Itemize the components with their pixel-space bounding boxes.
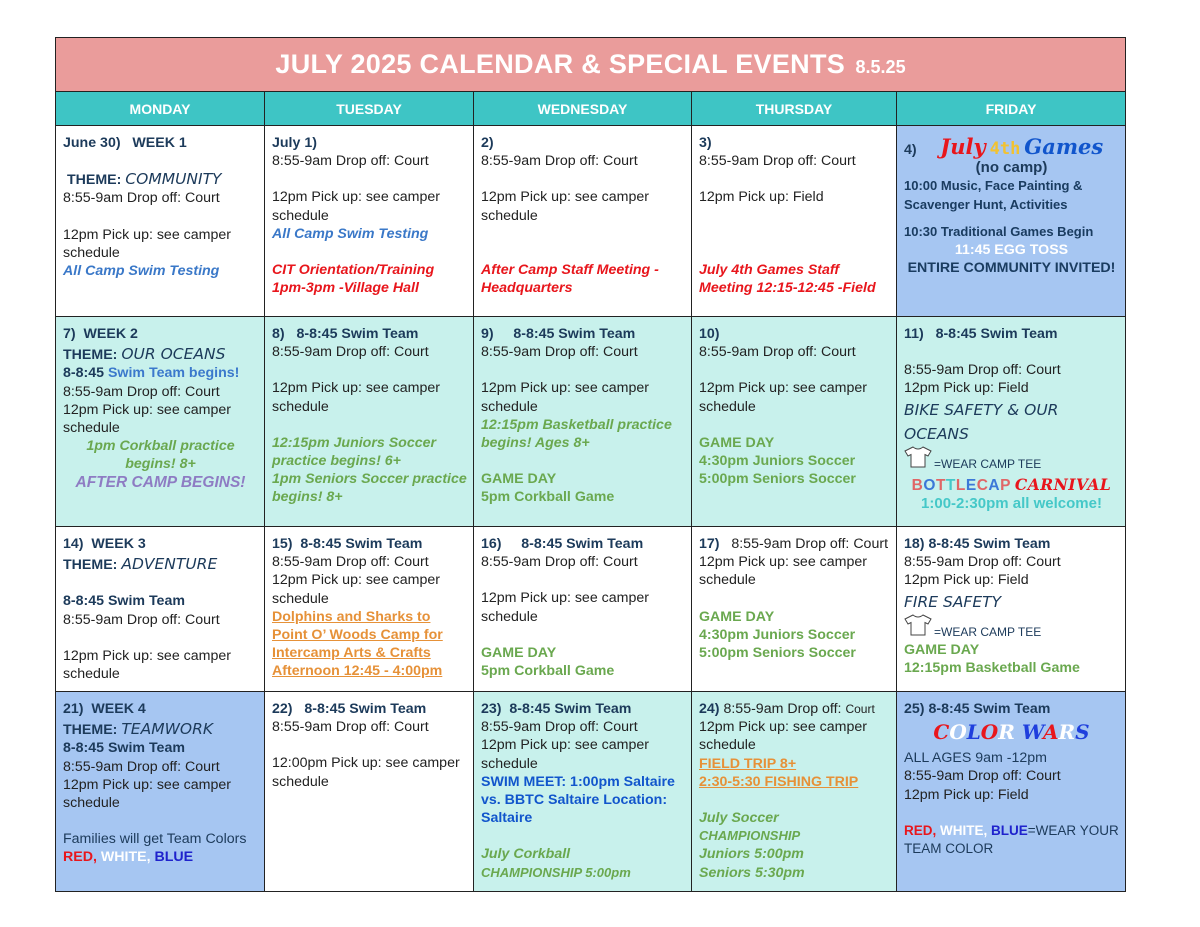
- day-cell: [474, 126, 692, 317]
- bottlecap-letter: C: [976, 476, 989, 494]
- swim-begins: Swim Team begins!: [107, 365, 240, 382]
- swim-team: 8-8:45 Swim Team: [63, 740, 185, 757]
- carnival-word: CARNIVAL: [1014, 474, 1112, 494]
- theme-name: ADVENTURE: [121, 555, 218, 574]
- day-cell: [265, 692, 474, 892]
- wear-tee: =WEAR CAMP TEE: [934, 456, 1042, 471]
- day-header-friday: FRIDAY: [897, 92, 1126, 126]
- day-cell: [692, 126, 897, 317]
- week-label: WEEK 3: [91, 536, 146, 552]
- friday-theme: BIKE SAFETY & OUR OCEANS: [904, 400, 1059, 443]
- day-date: June 30): [63, 135, 121, 151]
- day-header-wednesday: WEDNESDAY: [474, 92, 692, 126]
- day-cell: [474, 317, 692, 527]
- pickup-text: 12pm Pick up: see camper schedule: [272, 572, 440, 607]
- bottlecap-letter: P: [1000, 476, 1011, 494]
- seniors-soccer-practice: 1pm Seniors Soccer practice begins! 8+: [272, 471, 467, 506]
- pickup-text: 12pm Pick up: see camper schedule: [272, 189, 440, 224]
- day-date: 14): [63, 536, 84, 552]
- week-label: WEEK 1: [132, 135, 187, 151]
- seniors-soccer: 5:00pm Seniors Soccer: [699, 471, 856, 488]
- swim-team: 8-8:45 Swim Team: [521, 536, 644, 552]
- juniors-soccer: 4:30pm Juniors Soccer: [699, 626, 856, 643]
- wear-team-color: =WEAR YOUR TEAM COLOR: [904, 822, 1119, 857]
- theme-label: THEME:: [63, 347, 118, 364]
- week-row: [56, 527, 1126, 692]
- all-ages: ALL AGES 9am -12pm: [904, 750, 1047, 767]
- after-camp-begins: AFTER CAMP BEGINS!: [75, 473, 246, 491]
- pickup-text: 12pm Pick up: see camper schedule: [699, 554, 867, 589]
- game-day: GAME DAY: [481, 471, 557, 488]
- day-cell: [692, 527, 897, 692]
- pickup-text: 12pm Pick up: see camper schedule: [481, 380, 649, 415]
- dropoff-text: 8:55-9am Drop off: Court: [481, 153, 638, 170]
- theme-name: TEAMWORK: [121, 720, 214, 739]
- pickup-text: 12pm Pick up: see camper schedule: [272, 380, 440, 415]
- day-date: 4): [904, 142, 917, 158]
- july-word: July: [940, 134, 986, 159]
- day-cell: [265, 126, 474, 317]
- day-header-row: [56, 92, 1126, 126]
- staff-meeting: July 4th Games Staff Meeting 12:15-12:45 -Field: [699, 261, 876, 296]
- day-cell: [265, 527, 474, 692]
- day-cell: [56, 126, 265, 317]
- field-trip: FIELD TRIP 8+: [699, 755, 797, 772]
- championship-time: CHAMPIONSHIP 5:00pm: [481, 864, 631, 880]
- game-day: GAME DAY: [481, 644, 557, 661]
- no-camp: (no camp): [975, 159, 1048, 177]
- cw-letter: O: [949, 720, 967, 745]
- cw-letter: S: [1075, 720, 1090, 745]
- games-begin-line: 10:30 Traditional Games Begin: [904, 223, 1094, 239]
- day-cell: [474, 692, 692, 892]
- cw-letter: W: [1021, 720, 1043, 745]
- day-date: 8): [272, 326, 285, 342]
- juniors-soccer: 4:30pm Juniors Soccer: [699, 453, 856, 470]
- color-blue: BLUE: [991, 822, 1028, 838]
- soccer-championship: July Soccer: [699, 810, 779, 827]
- dropoff-text: 8:55-9am Drop off: Court: [272, 344, 429, 361]
- week-row: [56, 692, 1126, 892]
- theme-label: THEME:: [66, 172, 122, 189]
- staff-meeting: After Camp Staff Meeting -Headquarters: [481, 261, 659, 297]
- cw-letter: [1015, 720, 1022, 744]
- day-date: 23): [481, 701, 502, 717]
- dropoff-text: 8:55-9am Drop off: Court: [272, 153, 429, 170]
- swim-team: 8-8:45 Swim Team: [300, 536, 423, 552]
- corkball-game: 5pm Corkball Game: [481, 489, 615, 506]
- pickup-text: 12pm Pick up: Field: [904, 786, 1029, 803]
- day-cell: [265, 317, 474, 527]
- week-row: [56, 126, 1126, 317]
- games-word: Games: [1024, 134, 1104, 159]
- day-cell: [897, 317, 1126, 527]
- dropoff-text: 8:55-9am Drop off: Court: [481, 344, 638, 361]
- swim-time: 8-8:45: [63, 365, 105, 382]
- tshirt-icon: [904, 614, 932, 641]
- day-cell: [897, 126, 1126, 317]
- dropoff-text: 8:55-9am Drop off:: [723, 701, 842, 717]
- day-cell: [56, 692, 265, 892]
- cw-letter: A: [1043, 720, 1059, 745]
- dropoff-text: 8:55-9am Drop off: Court: [904, 554, 1061, 571]
- dropoff-text: 8:55-9am Drop off: Court: [699, 344, 856, 361]
- color-white: WHITE,: [100, 849, 151, 866]
- day-date: 2): [481, 135, 494, 151]
- basketball-practice: 12:15pm Basketball practice begins! Ages 8+: [481, 416, 672, 452]
- community-invited: ENTIRE COMMUNITY INVITED!: [907, 260, 1116, 277]
- game-day: GAME DAY: [904, 641, 980, 658]
- pickup-text: 12pm Pick up: see camper schedule: [63, 401, 231, 437]
- day-cell: [897, 692, 1126, 892]
- seniors-soccer: 5:00pm Seniors Soccer: [699, 645, 856, 662]
- day-cell: [56, 527, 265, 692]
- week-label: WEEK 4: [91, 701, 146, 717]
- week-label: WEEK 2: [83, 326, 138, 342]
- dropoff-location: Court: [845, 702, 875, 716]
- day-date: 3): [699, 135, 712, 151]
- day-date: 17): [699, 536, 720, 552]
- week-row: [56, 317, 1126, 527]
- theme-label: THEME:: [63, 722, 118, 739]
- day-date: 16): [481, 536, 502, 552]
- color-red: RED,: [63, 849, 97, 866]
- cw-letter: O: [980, 720, 999, 745]
- swim-team: 8-8:45 Swim Team: [296, 326, 419, 342]
- team-colors-note: Families will get Team Colors: [63, 831, 247, 848]
- championship-label: CHAMPIONSHIP: [699, 828, 801, 844]
- day-date: 24): [699, 701, 720, 717]
- swim-team: 8-8:45 Swim Team: [63, 593, 185, 610]
- friday-theme: FIRE SAFETY: [904, 592, 1002, 611]
- game-day: GAME DAY: [699, 608, 775, 625]
- bottlecap-letter: A: [988, 476, 1001, 494]
- day-date: 21): [63, 701, 84, 717]
- pickup-text: 12pm Pick up: Field: [904, 380, 1029, 397]
- day-header-monday: MONDAY: [56, 92, 265, 126]
- dropoff-text: 8:55-9am Drop off: Court: [63, 758, 220, 775]
- bottlecap-carnival: [904, 476, 1119, 495]
- intercamp-trip: Dolphins and Sharks to Point O’ Woods Camp for Intercamp Arts & Crafts Afternoon 12:45 - 4:00pm: [272, 608, 443, 680]
- corkball-game: 5pm Corkball Game: [481, 663, 615, 680]
- day-cell: [474, 527, 692, 692]
- swim-team: 8-8:45 Swim Team: [928, 701, 1051, 717]
- pickup-text: 12pm Pick up: see camper schedule: [699, 719, 867, 754]
- day-cell: [692, 317, 897, 527]
- seniors-championship: Seniors 5:30pm: [699, 864, 805, 881]
- day-header-thursday: THURSDAY: [692, 92, 897, 126]
- dropoff-text: 8:55-9am Drop off: Court: [272, 719, 429, 736]
- bottlecap-letter: B: [911, 476, 924, 494]
- carnival-time: 1:00-2:30pm all welcome!: [921, 495, 1102, 513]
- bottlecap-letter: T: [945, 476, 956, 494]
- swim-team: 8-8:45 Swim Team: [935, 326, 1058, 342]
- pickup-text: 12pm Pick up: see camper schedule: [481, 590, 649, 625]
- dropoff-text: 8:55-9am Drop off: Court: [63, 383, 220, 400]
- color-wars-title: [904, 718, 1119, 749]
- dropoff-text: 8:55-9am Drop off: Court: [63, 190, 220, 207]
- bottlecap-letter: T: [935, 476, 946, 494]
- dropoff-text: 8:55-9am Drop off: Court: [731, 536, 889, 552]
- day-header-tuesday: TUESDAY: [265, 92, 474, 126]
- day-date: 10): [699, 326, 720, 342]
- day-date: 25): [904, 701, 925, 717]
- day-date: 9): [481, 326, 494, 342]
- basketball-game: 12:15pm Basketball Game: [904, 660, 1080, 677]
- fourth-word: 4th: [989, 139, 1021, 159]
- pickup-text: 12pm Pick up: see camper schedule: [699, 380, 867, 415]
- color-red: RED,: [904, 822, 937, 838]
- pickup-text: 12pm Pick up: see camper schedule: [481, 189, 649, 224]
- pickup-text: 12pm Pick up: see camper schedule: [63, 647, 231, 683]
- pickup-text: 12pm Pick up: Field: [904, 572, 1029, 589]
- tshirt-icon: [904, 446, 932, 473]
- title-text: JULY 2025 CALENDAR & SPECIAL EVENTS: [275, 49, 846, 79]
- bottlecap-word: [912, 477, 1011, 494]
- swim-team: 8-8:45 Swim Team: [509, 701, 632, 717]
- swim-testing: All Camp Swim Testing: [63, 263, 220, 280]
- cw-letter: R: [1058, 720, 1076, 745]
- color-blue: BLUE: [154, 849, 194, 866]
- swim-team: 8-8:45 Swim Team: [928, 536, 1051, 552]
- day-cell: [897, 527, 1126, 692]
- cw-letter: L: [966, 720, 981, 745]
- bottlecap-letter: L: [955, 476, 966, 494]
- pickup-text: 12:00pm Pick up: see camper schedule: [272, 755, 460, 790]
- pickup-text: 12pm Pick up: see camper schedule: [63, 776, 231, 812]
- dropoff-text: 8:55-9am Drop off: Court: [904, 362, 1061, 379]
- bottlecap-letter: O: [923, 476, 936, 494]
- corkball-championship: July Corkball: [481, 846, 571, 863]
- wear-tee: =WEAR CAMP TEE: [934, 624, 1042, 639]
- game-day: GAME DAY: [699, 434, 775, 451]
- day-date: 22): [272, 701, 293, 717]
- cw-letter: R: [998, 720, 1015, 745]
- pickup-text: 12pm Pick up: see camper schedule: [63, 226, 231, 261]
- day-cell: [692, 692, 897, 892]
- juniors-soccer-practice: 12:15pm Juniors Soccer practice begins! 6+: [272, 434, 437, 470]
- color-white: WHITE,: [940, 822, 988, 838]
- swim-team: 8-8:45 Swim Team: [304, 701, 427, 717]
- swim-team: 8-8:45 Swim Team: [513, 326, 636, 342]
- pickup-text: 12pm Pick up: see camper schedule: [481, 737, 649, 772]
- swim-testing: All Camp Swim Testing: [272, 225, 429, 242]
- day-date: 15): [272, 536, 293, 552]
- dropoff-text: 8:55-9am Drop off: Court: [63, 611, 220, 628]
- juniors-championship: Juniors 5:00pm: [699, 846, 804, 863]
- day-date: 7): [63, 326, 76, 342]
- calendar-table: [55, 37, 1126, 892]
- pickup-text: 12pm Pick up: Field: [699, 189, 824, 206]
- calendar-title: [56, 38, 1126, 92]
- dropoff-text: 8:55-9am Drop off: Court: [481, 554, 638, 571]
- corkball-practice: 1pm Corkball practice begins! 8+: [86, 438, 235, 473]
- cit-orientation: CIT Orientation/Training 1pm-3pm -Village Hall: [272, 262, 435, 297]
- egg-toss: 11:45 EGG TOSS: [954, 242, 1069, 259]
- day-date: July 1): [272, 135, 317, 151]
- theme-name: COMMUNITY: [125, 170, 222, 189]
- theme-label: THEME:: [63, 557, 118, 574]
- cw-letter: C: [933, 720, 950, 745]
- day-cell: [56, 317, 265, 527]
- bottlecap-letter: E: [965, 476, 977, 494]
- dropoff-text: 8:55-9am Drop off: Court: [699, 153, 856, 170]
- theme-name: OUR OCEANS: [121, 345, 226, 364]
- activities-line: 10:00 Music, Face Painting & Scavenger Hunt, Activities: [904, 178, 1083, 212]
- day-date: 11): [904, 326, 924, 342]
- swim-meet: SWIM MEET: 1:00pm Saltaire vs. BBTC Saltaire Location: Saltaire: [481, 773, 675, 827]
- dropoff-text: 8:55-9am Drop off: Court: [272, 554, 429, 571]
- day-date: 18): [904, 536, 925, 552]
- fishing-trip: 2:30-5:30 FISHING TRIP: [699, 773, 859, 790]
- dropoff-text: 8:55-9am Drop off: Court: [481, 719, 638, 736]
- title-date: 8.5.25: [855, 57, 906, 77]
- dropoff-text: 8:55-9am Drop off: Court: [904, 768, 1061, 785]
